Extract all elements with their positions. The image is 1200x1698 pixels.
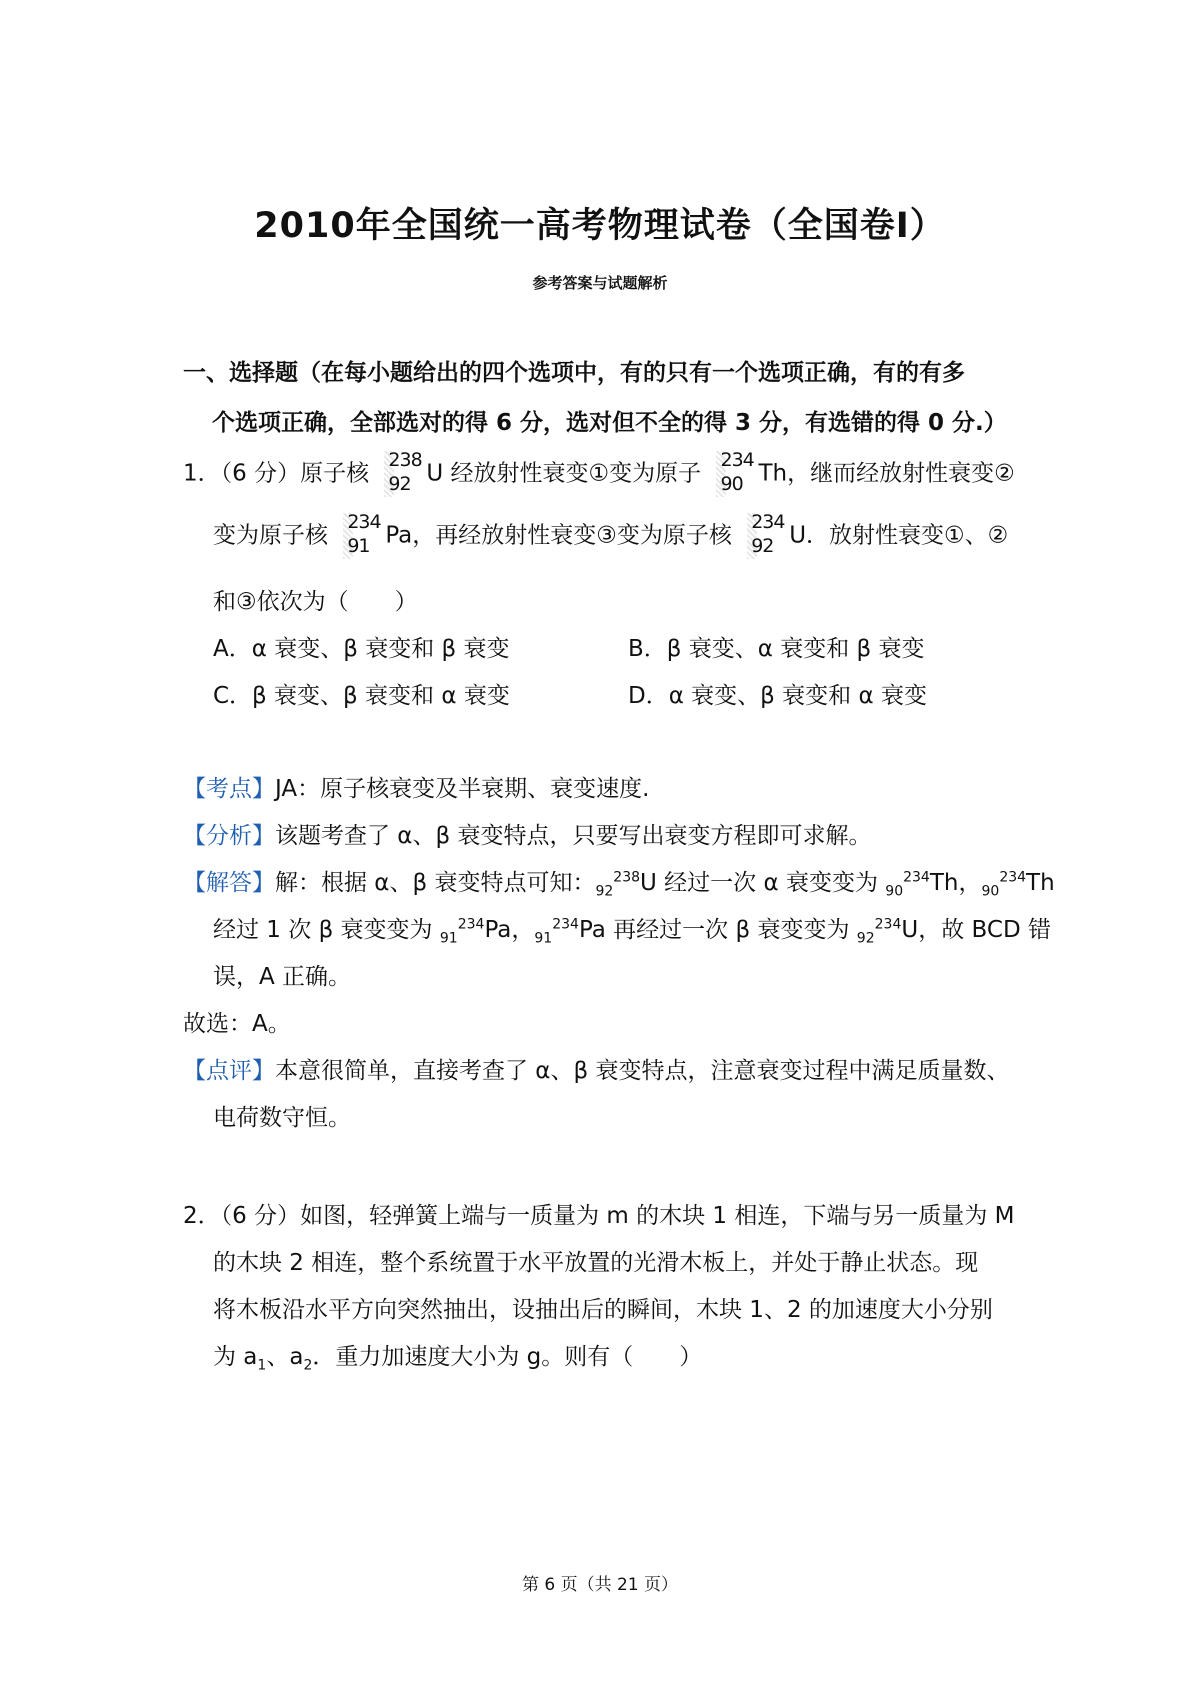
fenxi-line [183, 817, 871, 850]
kaodian-line [183, 770, 649, 803]
jieda-line2: 经过 1 次 β 衰变变为 $_{91}^{234}$Pa，$_{91}^{234}$Pa 再经过一次 β 衰变变为 $_{92}^{234}$U，故 BCD 错 [213, 916, 1051, 947]
fenxi-text: 该题考查了 α、β 衰变特点，只要写出衰变方程即可求解。 [275, 823, 872, 849]
nuclide-u238: 238 92 [384, 451, 424, 497]
jieda-line1: 【解答】解：根据 α、β 衰变特点可知：$_{92}^{238}$U 经过一次 α 衰变变为 $_{90}^{234}$Th，$_{90}^{234}$Th [183, 869, 1055, 900]
nuclide-pa234: 234 91 [343, 513, 383, 559]
dianping-tag: 【点评】 [183, 1058, 275, 1084]
page-footer: 第 6 页（共 21 页） [521, 1575, 679, 1595]
q2-line2: 的木块 2 相连，整个系统置于水平放置的光滑木板上，并处于静止状态。现 [213, 1250, 979, 1276]
option-a: A．α 衰变、β 衰变和 β 衰变 [213, 636, 510, 662]
option-c: C．β 衰变、β 衰变和 α 衰变 [213, 683, 510, 709]
dianping-line1: 【点评】本意很简单，直接考查了 α、β 衰变特点，注意衰变过程中满足质量数、 [183, 1058, 1010, 1084]
q1-line1: 1．（6 分）原子核 238 92 U 经放射性衰变①变为原子 234 90 Th，继而经放射性衰变② [183, 449, 1015, 495]
page-subtitle: 参考答案与试题解析 [532, 274, 668, 292]
q1-line2: 变为原子核 234 91 Pa，再经放射性衰变③变为原子核 234 92 U．放射性衰变①、② [213, 511, 1009, 557]
nuclide-symbol: Th [758, 460, 788, 487]
section-heading-line2: 个选项正确，全部选对的得 6 分，选对但不全的得 3 分，有选错的得 0 分.） [212, 410, 1007, 436]
kaodian-tag: 【考点】 [183, 776, 275, 802]
section-heading-line1: 一、选择题（在每小题给出的四个选项中，有的只有一个选项正确，有的有多 [183, 360, 965, 386]
nuclide-symbol: U [426, 460, 444, 487]
kaodian-text: JA：原子核衰变及半衰期、衰变速度. [275, 776, 650, 802]
nuclide-symbol: U [789, 522, 807, 549]
page-title: 2010年全国统一高考物理试卷（全国卷Ⅰ） [254, 206, 946, 246]
q2-line4: 为 $a_1$、$a_2$．重力加速度大小为 g。则有（ ） [213, 1344, 703, 1374]
nuclide-symbol: Pa [385, 522, 413, 549]
nuclide-th234: 234 90 [716, 451, 756, 497]
jieda-tag: 【解答】 [183, 870, 275, 896]
q2-line1: 2．（6 分）如图，轻弹簧上端与一质量为 m 的木块 1 相连，下端与另一质量为 M [183, 1203, 1015, 1229]
answer-line: 故选：A。 [183, 1011, 291, 1037]
q1-stem-text: 1．（6 分）原子核 [183, 460, 370, 487]
jieda-line3: 误，A 正确。 [213, 964, 352, 990]
nuclide-u234: 234 92 [747, 513, 787, 559]
option-b: B．β 衰变、α 衰变和 β 衰变 [628, 636, 925, 662]
q1-line3: 和③依次为（ ） [213, 589, 418, 615]
q2-line3: 将木板沿水平方向突然抽出，设抽出后的瞬间，木块 1、2 的加速度大小分别 [213, 1297, 993, 1323]
option-d: D．α 衰变、β 衰变和 α 衰变 [628, 683, 927, 709]
dianping-line2: 电荷数守恒。 [213, 1105, 351, 1131]
fenxi-tag: 【分析】 [183, 823, 275, 849]
